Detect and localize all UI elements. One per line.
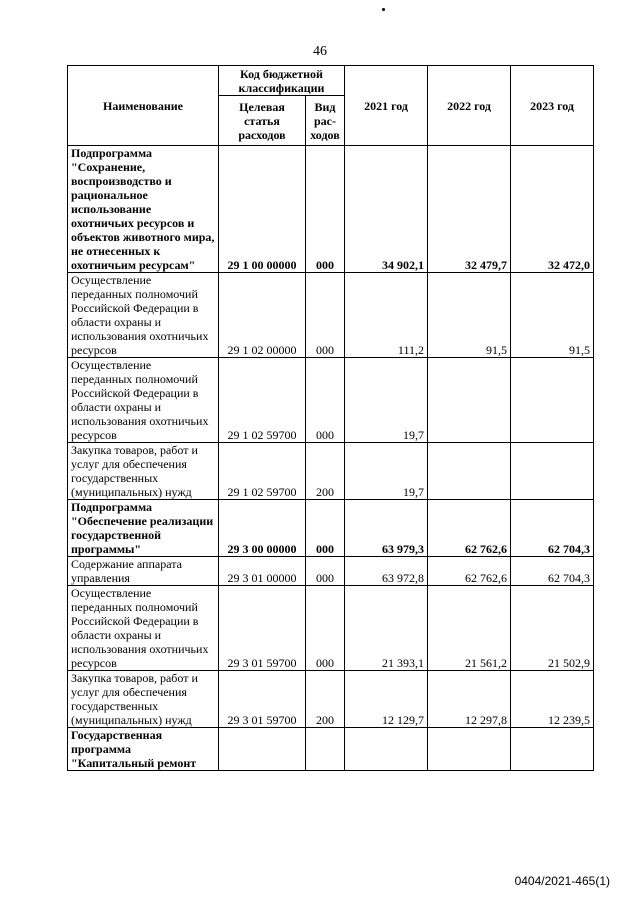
cell-y2021: 19,7: [345, 443, 428, 500]
header-target-article: Целевая статья расходов: [219, 96, 306, 146]
cell-name: Закупка товаров, работ и услуг для обеспечения государственных (муниципальных) нужд: [68, 671, 219, 728]
cell-code: [219, 728, 306, 771]
table-row: [68, 146, 594, 273]
cell-code: 29 3 01 59700: [219, 671, 306, 728]
cell-type: 000: [306, 557, 345, 586]
cell-y2023: 62 704,3: [511, 557, 594, 586]
cell-name: Государственная программа "Капитальный ремонт: [68, 728, 219, 771]
cell-type: 000: [306, 500, 345, 557]
cell-y2021: 21 393,1: [345, 586, 428, 671]
cell-y2022: 62 762,6: [428, 557, 511, 586]
header-2023: 2023 год: [511, 66, 594, 146]
cell-y2021: 34 902,1: [345, 146, 428, 273]
cell-code: 29 3 01 59700: [219, 586, 306, 671]
cell-code: 29 1 02 59700: [219, 358, 306, 443]
cell-name: Осуществление переданных полномочий Российской Федерации в области охраны и использования охотничьих ресурсов: [68, 358, 219, 443]
cell-name: Подпрограмма "Сохранение, воспроизводство и рациональное использование охотничьих ресурсов и объектов животного мира, не отнесенных к охотничьим ресурсам": [68, 146, 219, 273]
scan-dot: [382, 8, 385, 11]
table-row: [68, 557, 594, 586]
cell-y2021: 111,2: [345, 273, 428, 358]
cell-type: 000: [306, 358, 345, 443]
budget-table: [67, 65, 594, 771]
table-row: [68, 358, 594, 443]
cell-y2021: 63 979,3: [345, 500, 428, 557]
table-row: [68, 443, 594, 500]
table-row: [68, 671, 594, 728]
cell-y2022: 91,5: [428, 273, 511, 358]
cell-code: 29 1 02 59700: [219, 443, 306, 500]
cell-y2023: [511, 443, 594, 500]
header-name: Наименование: [68, 66, 219, 146]
cell-type: 000: [306, 146, 345, 273]
cell-type: 000: [306, 586, 345, 671]
document-code: 0404/2021-465(1): [514, 874, 610, 888]
cell-y2023: [511, 728, 594, 771]
table-row: [68, 273, 594, 358]
cell-code: 29 1 00 00000: [219, 146, 306, 273]
cell-name: Закупка товаров, работ и услуг для обеспечения государственных (муниципальных) нужд: [68, 443, 219, 500]
header-2022: 2022 год: [428, 66, 511, 146]
cell-y2022: 62 762,6: [428, 500, 511, 557]
cell-y2022: [428, 443, 511, 500]
page-number: 46: [313, 44, 327, 59]
cell-y2023: [511, 358, 594, 443]
table-row: [68, 500, 594, 557]
cell-y2022: 32 479,7: [428, 146, 511, 273]
header-2021: 2021 год: [345, 66, 428, 146]
table-row: [68, 586, 594, 671]
cell-y2023: 62 704,3: [511, 500, 594, 557]
cell-y2021: [345, 728, 428, 771]
cell-y2023: 32 472,0: [511, 146, 594, 273]
header-expense-type: Вид рас-ходов: [306, 96, 345, 146]
table-row: [68, 728, 594, 771]
cell-code: 29 3 01 00000: [219, 557, 306, 586]
cell-y2023: 91,5: [511, 273, 594, 358]
cell-y2023: 12 239,5: [511, 671, 594, 728]
cell-y2023: 21 502,9: [511, 586, 594, 671]
cell-name: Подпрограмма "Обеспечение реализации государственной программы": [68, 500, 219, 557]
cell-y2021: 19,7: [345, 358, 428, 443]
cell-name: Содержание аппарата управления: [68, 557, 219, 586]
cell-type: [306, 728, 345, 771]
cell-name: Осуществление переданных полномочий Российской Федерации в области охраны и использования охотничьих ресурсов: [68, 586, 219, 671]
header-budget-code: Код бюджетной классификации: [219, 66, 345, 96]
cell-code: 29 1 02 00000: [219, 273, 306, 358]
cell-name: Осуществление переданных полномочий Российской Федерации в области охраны и использования охотничьих ресурсов: [68, 273, 219, 358]
cell-y2022: 21 561,2: [428, 586, 511, 671]
cell-y2022: [428, 358, 511, 443]
cell-code: 29 3 00 00000: [219, 500, 306, 557]
cell-y2022: 12 297,8: [428, 671, 511, 728]
cell-y2021: 63 972,8: [345, 557, 428, 586]
cell-y2022: [428, 728, 511, 771]
cell-y2021: 12 129,7: [345, 671, 428, 728]
cell-type: 000: [306, 273, 345, 358]
cell-type: 200: [306, 443, 345, 500]
cell-type: 200: [306, 671, 345, 728]
